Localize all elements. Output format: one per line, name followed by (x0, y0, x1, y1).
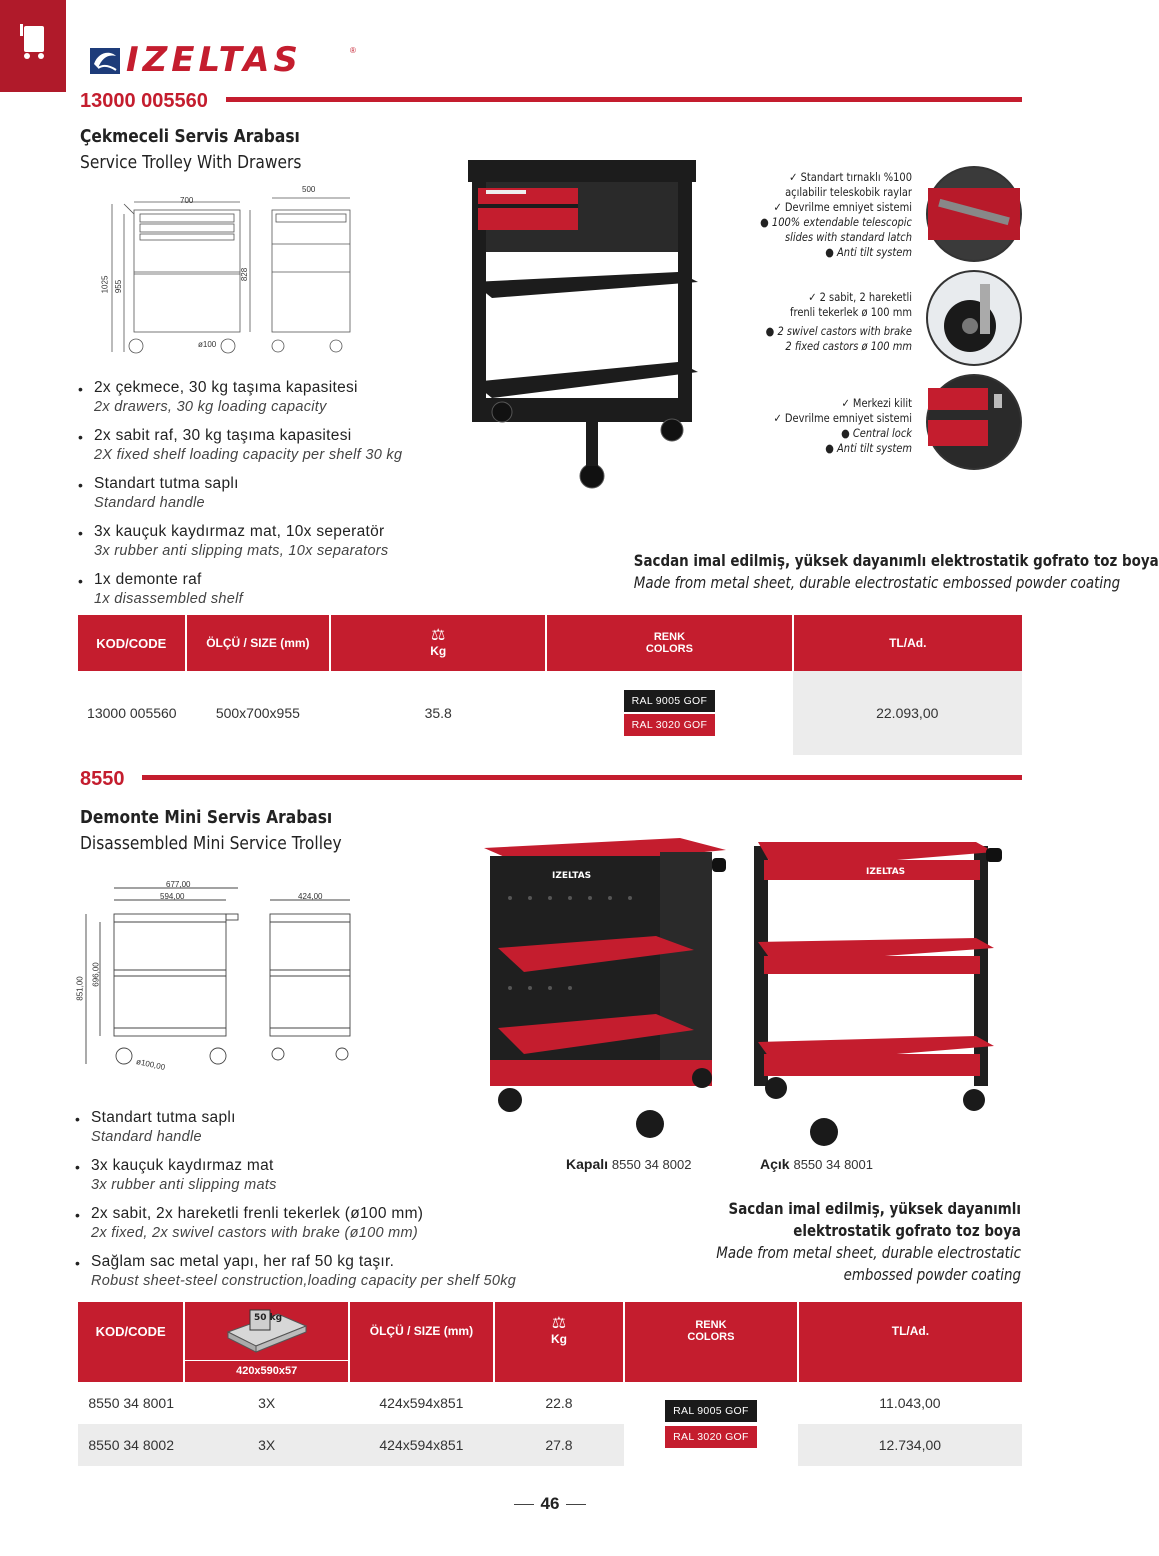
col-size: ÖLÇÜ / SIZE (mm) (349, 1302, 494, 1360)
feature-image-slides (926, 166, 1022, 262)
trolley-icon (18, 22, 48, 60)
product1-title-en: Service Trolley With Drawers (80, 152, 302, 173)
product1-divider (226, 97, 1022, 102)
product1-title-tr: Çekmeceli Servis Arabası (80, 126, 300, 147)
color-chip-red: RAL 3020 GOF (624, 714, 716, 736)
dim-594: 594,00 (160, 892, 185, 901)
table-row: 8550 34 8001 3X 424x594x851 22.8 RAL 9005 GOF RAL 3020 GOF 11.043,00 (78, 1382, 1022, 1424)
dim-696: 696,00 (91, 962, 101, 987)
feature-image-castor (926, 270, 1022, 366)
dim-wheel-2: ø100,00 (135, 1057, 166, 1072)
table-row: 13000 005560 500x700x955 35.8 RAL 9005 GOF RAL 3020 GOF 22.093,00 (78, 671, 1022, 755)
scale-icon: ⚖ (431, 627, 446, 644)
list-item: • 1x demonte raf 1x disassembled shelf (78, 570, 558, 609)
col-colors: RENK COLORS (546, 615, 792, 671)
list-item: • 2x çekmece, 30 kg taşıma kapasitesi 2x drawers, 30 kg loading capacity (78, 378, 558, 417)
section-tab (0, 0, 66, 92)
dim-828: 828 (240, 267, 250, 282)
color-chip-black: RAL 9005 GOF (624, 690, 716, 712)
caption-closed: Kapalı 8550 34 8002 (566, 1156, 692, 1172)
feature-block-1: ✓ Standart tırnaklı %100 açılabilir teleskobik raylar ✓ Devrilme emniyet sistemi ● 100% extendable telescopic slides with standard latch ● Anti tilt system (760, 170, 912, 259)
col-price: TL/Ad. (798, 1302, 1022, 1360)
feature-image-lock (926, 374, 1022, 470)
dim-851: 851,00 (75, 976, 85, 1001)
col-tray (184, 1302, 349, 1360)
list-item: • Sağlam sac metal yapı, her raf 50 kg taşır. Robust sheet-steel construction,loading capacity per shelf 50kg (75, 1252, 575, 1291)
product2-technical-drawing (75, 878, 368, 1074)
dim-677: 677,00 (166, 880, 191, 889)
list-item: • Standart tutma saplı Standard handle (78, 474, 558, 513)
brand-logo (88, 40, 358, 80)
col-code: KOD/CODE (78, 615, 186, 671)
product2-coating: Sacdan imal edilmiş, yüksek dayanımlı elektrostatik gofrato toz boya Made from metal sheet, durable electrostatic embossed powder coating (716, 1199, 1021, 1284)
product2-code: 8550 (80, 768, 125, 790)
list-item: • 3x kauçuk kaydırmaz mat, 10x seperatör 3x rubber anti slipping mats, 10x separators (78, 522, 558, 561)
feature-block-3: ✓ Merkezi kilit ✓ Devrilme emniyet sistemi ● Central lock ● Anti tilt system (773, 396, 912, 455)
dim-wheel: ø100 (198, 340, 217, 349)
list-item: • 2x sabit raf, 30 kg taşıma kapasitesi 2X fixed shelf loading capacity per shelf 30 kg (78, 426, 558, 465)
color-chip-black: RAL 9005 GOF (665, 1400, 757, 1422)
svg-text:IZELTAS: IZELTAS (866, 867, 906, 877)
color-chip-red: RAL 3020 GOF (665, 1426, 757, 1448)
col-code: KOD/CODE (78, 1302, 184, 1360)
tray-weight-icon (224, 1306, 310, 1352)
brand-registered: ® (350, 46, 356, 55)
product2-photo-open (746, 832, 1010, 1148)
product1-coating: Sacdan imal edilmiş, yüksek dayanımlı elektrostatik gofrato toz boya Made from metal sheet, durable electrostatic embossed powder coating (633, 551, 1159, 592)
product1-technical-drawing (100, 184, 360, 360)
list-item: • 3x kauçuk kaydırmaz mat 3x rubber anti slipping mats (75, 1156, 575, 1195)
feature-block-2: ✓ 2 sabit, 2 hareketli frenli tekerlek ø 100 mm ● 2 swivel castors with brake 2 fixed castors ø 100 mm (765, 290, 912, 353)
page-number: 46 (500, 1494, 600, 1516)
svg-text:IZELTAS: IZELTAS (552, 871, 592, 881)
svg-text:50 kg: 50 kg (253, 1313, 282, 1324)
list-item: • 2x sabit, 2x hareketli frenli tekerlek (ø100 mm) 2x fixed, 2x swivel castors with brake (ø100 mm) (75, 1204, 575, 1243)
product1-code: 13000 005560 (80, 90, 208, 112)
col-kg: ⚖ Kg (494, 1302, 624, 1360)
product2-photo-closed (480, 828, 732, 1148)
scale-icon: ⚖ (551, 1315, 567, 1332)
product2-spec-table (78, 1302, 1022, 1466)
caption-open: Açık 8550 34 8001 (760, 1156, 873, 1172)
dim-700: 700 (180, 196, 194, 205)
dim-424: 424,00 (298, 892, 323, 901)
izeltas-logo-icon (88, 46, 122, 76)
table-row: 8550 34 8002 3X 424x594x851 27.8 12.734,00 (78, 1424, 1022, 1466)
product2-title-en: Disassembled Mini Service Trolley (80, 833, 342, 854)
col-kg: ⚖ Kg (330, 615, 546, 671)
product2-title-tr: Demonte Mini Servis Arabası (80, 807, 333, 828)
tray-size: 420x590x57 (184, 1360, 349, 1382)
product2-divider (142, 775, 1022, 780)
list-item: • Standart tutma saplı Standard handle (75, 1108, 575, 1147)
dim-955: 955 (114, 279, 124, 294)
product1-spec-table (78, 615, 1022, 755)
col-size: ÖLÇÜ / SIZE (mm) (186, 615, 330, 671)
dim-500: 500 (302, 185, 316, 194)
brand-name: IZELTAS (126, 40, 302, 80)
col-price: TL/Ad. (793, 615, 1022, 671)
dim-1025: 1025 (100, 275, 110, 294)
col-colors: RENK COLORS (624, 1302, 798, 1360)
